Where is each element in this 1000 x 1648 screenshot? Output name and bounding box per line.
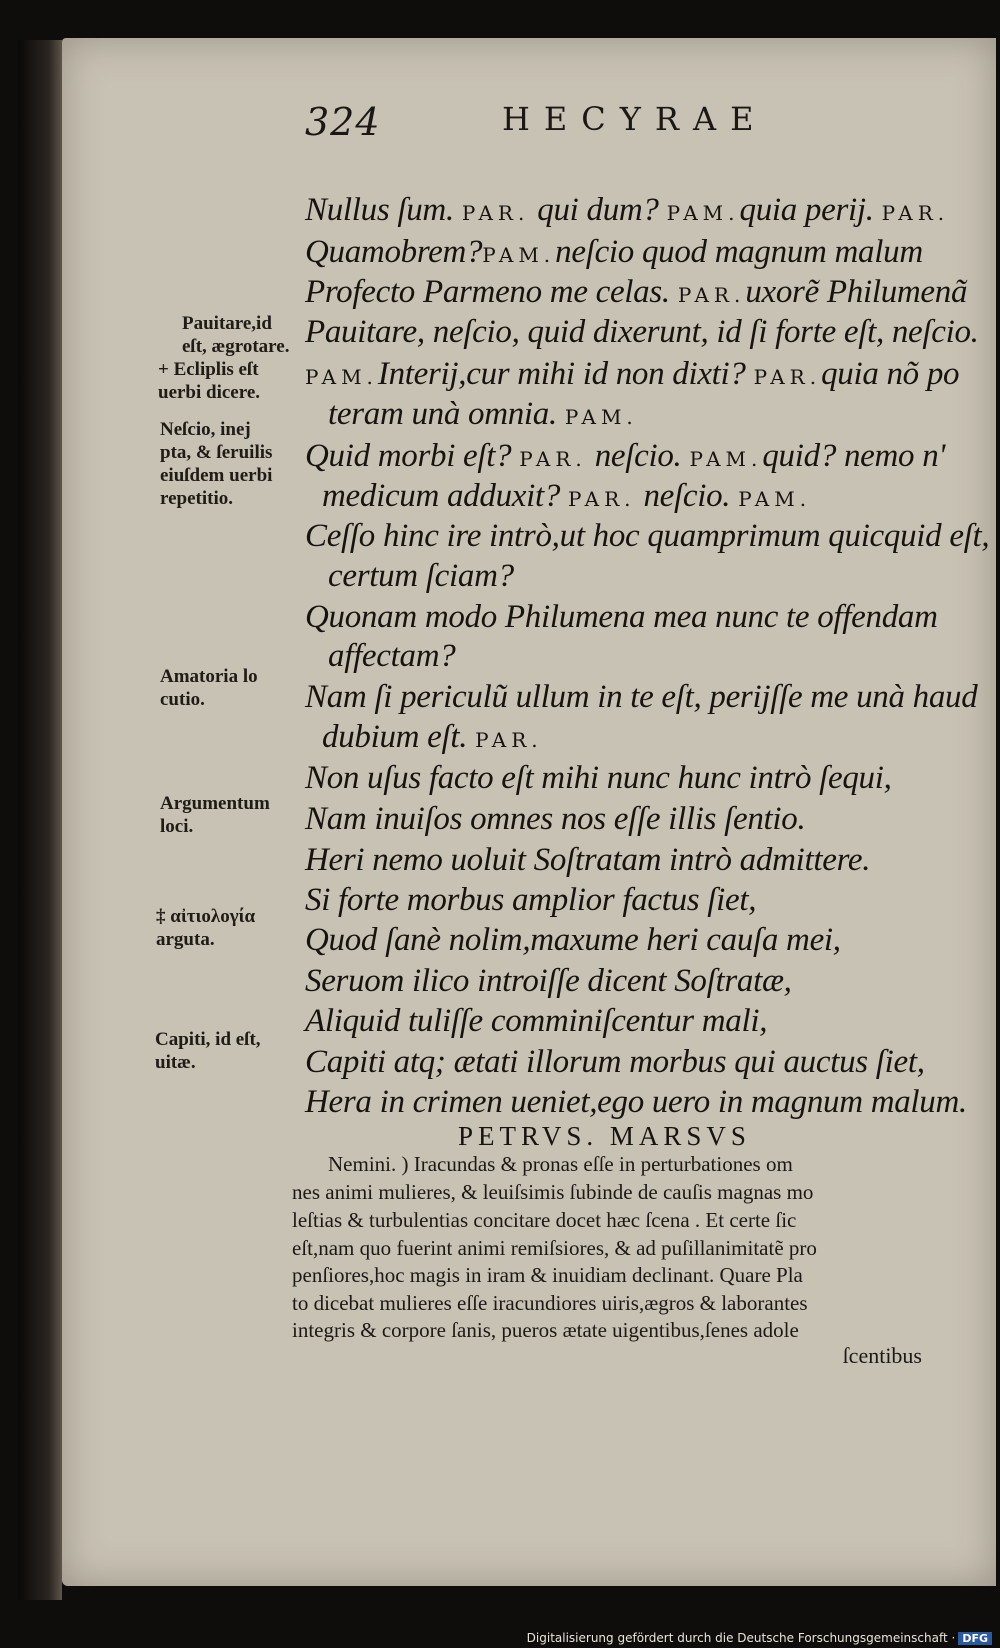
speaker-label: PAR. <box>881 201 950 225</box>
verse-segment: certum ſciam? <box>328 558 514 594</box>
speaker-label: PAR. <box>677 283 746 307</box>
commentary-line: to dicebat mulieres eſſe iracundiores uiris,ægros & laborantes <box>292 1291 808 1315</box>
speaker-label: PAM. <box>564 405 638 429</box>
catchword: ſcentibus <box>842 1343 922 1368</box>
verse-line <box>322 478 811 515</box>
verse-segment: Si forte morbus amplior factus ſiet, <box>305 882 757 918</box>
verse-segment: neſcio quod magnum malum <box>555 234 923 270</box>
verse-segment: Non uſus facto eſt mihi nunc hunc intrò ſequi, <box>305 760 892 796</box>
verse-segment: Capiti atq; ætati illorum morbus qui auctus ſiet, <box>305 1044 925 1080</box>
margin-note: Neſcio, inej pta, & ſeruilis eiuſdem uerbi repetitio. <box>160 419 273 509</box>
commentary-heading: PETRVS. MARSVS <box>458 1121 751 1151</box>
verse-segment: neſcio. <box>586 438 690 474</box>
verse-line <box>322 719 543 756</box>
verse-segment: Quid morbi eſt? <box>305 438 520 474</box>
verse-segment: uxorẽ Philumenã <box>745 274 968 310</box>
speaker-label: PAR. <box>475 728 543 752</box>
verse-line <box>305 679 977 716</box>
commentary-line: leſtias & turbulentias concitare docet hæc ſcena . Et certe ſic <box>292 1208 797 1232</box>
verse-line <box>305 518 989 555</box>
verse-segment: quid? nemo n' <box>762 438 946 474</box>
margin-note: Capiti, id eſt, uitæ. <box>155 1029 261 1073</box>
verse-line <box>305 314 979 351</box>
speaker-label: PAM. <box>482 243 556 267</box>
verse-segment: Quamobrem? <box>305 234 483 270</box>
verse-line <box>305 1084 967 1121</box>
verse-segment: qui dum? <box>529 192 667 228</box>
verse-line <box>305 438 945 475</box>
verse-line <box>305 842 870 879</box>
verse-line <box>305 963 792 1000</box>
speaker-label: PAR. <box>461 201 530 225</box>
verse-segment: Pauitare, neſcio, quid dixerunt, id ſi forte eſt, neſcio. <box>305 314 979 350</box>
verse-segment: Profecto Parmeno me celas. <box>305 274 678 310</box>
margin-note: + Ecliplis eſt uerbi dicere. <box>158 359 261 403</box>
verse-segment: Nam ſi periculũ ullum in te eſt, perijſſe me unà haud <box>305 679 978 715</box>
verse-line <box>305 801 805 838</box>
verse-line <box>328 558 514 595</box>
verse-segment: quia perij. <box>739 192 882 228</box>
footer-text: Digitalisierung gefördert durch die Deutsche Forschungsgemeinschaft · <box>526 1631 956 1645</box>
page-number: 324 <box>305 100 381 144</box>
margin-note: Pauitare,id eſt, ægrotare. <box>182 313 290 357</box>
verse-segment: affectam? <box>328 638 456 674</box>
speaker-label: PAM. <box>738 487 812 511</box>
verse-segment: Aliquid tuliſſe comminiſcentur mali, <box>305 1003 768 1039</box>
verse-line <box>305 922 841 959</box>
verse-line <box>328 396 638 433</box>
margin-note: ‡ αἰτιολογία arguta. <box>156 906 256 950</box>
verse-line <box>305 1003 767 1040</box>
dfg-logo: DFG <box>958 1632 992 1645</box>
verse-segment: Quonam modo Philumena mea nunc te offendam <box>305 599 938 635</box>
speaker-label: PAM. <box>666 201 740 225</box>
verse-line <box>305 274 967 311</box>
verse-line <box>305 882 756 919</box>
verse-segment: Interij,cur mihi id non dixti? <box>377 356 754 392</box>
verse-segment: quia nõ po <box>821 356 960 392</box>
verse-segment: Nam inuiſos omnes nos eſſe illis ſentio. <box>305 801 806 837</box>
commentary-line: eſt,nam quo fuerint animi remiſsiores, & ad puſillanimitatẽ pro <box>292 1236 817 1260</box>
speaker-label: PAR. <box>519 447 587 471</box>
commentary-line: integris & corpore ſanis, pueros ætate uigentibus,ſenes adole <box>292 1318 799 1342</box>
verse-segment: neſcio. <box>635 478 739 514</box>
verse-segment: Seruom ilico introiſſe dicent Soſtratæ, <box>305 963 792 999</box>
verse-line <box>305 234 923 271</box>
verse-segment: dubium eſt. <box>322 719 476 755</box>
commentary-line: nes animi mulieres, & leuiſsimis ſubinde de cauſis magnas mo <box>292 1180 814 1204</box>
margin-note: Amatoria lo cutio. <box>160 666 258 710</box>
commentary-line: Nemini. ) Iracundas & pronas eſſe in perturbationes om <box>328 1152 793 1176</box>
book-gutter <box>18 40 62 1600</box>
speaker-label: PAM. <box>689 447 763 471</box>
verse-segment: teram unà omnia. <box>328 396 565 432</box>
speaker-label: PAR. <box>753 365 822 389</box>
speaker-label: PAM. <box>305 365 378 389</box>
speaker-label: PAR. <box>568 487 636 511</box>
commentary-line: penſiores,hoc magis in iram & inuidiam declinant. Quare Pla <box>292 1263 803 1287</box>
margin-note: Argumentum loci. <box>160 793 270 837</box>
verse-segment: Quod ſanè nolim,maxume heri cauſa mei, <box>305 922 841 958</box>
verse-segment: Nullus ſum. <box>305 192 462 228</box>
verse-line <box>305 1044 925 1081</box>
verse-segment: Ceſſo hinc ire intrò,ut hoc quamprimum quicquid eſt, <box>305 518 990 554</box>
verse-line <box>305 356 959 393</box>
verse-segment: Heri nemo uoluit Soſtratam intrò admittere. <box>305 842 871 878</box>
verse-segment: Hera in crimen ueniet,ego uero in magnum malum. <box>305 1084 967 1120</box>
verse-line <box>305 599 938 636</box>
verse-line <box>328 638 455 675</box>
verse-line <box>305 760 892 797</box>
running-title: HECYRAE <box>502 100 768 138</box>
footer-credit <box>527 1631 992 1645</box>
verse-segment: medicum adduxit? <box>322 478 569 514</box>
verse-line <box>305 192 949 229</box>
